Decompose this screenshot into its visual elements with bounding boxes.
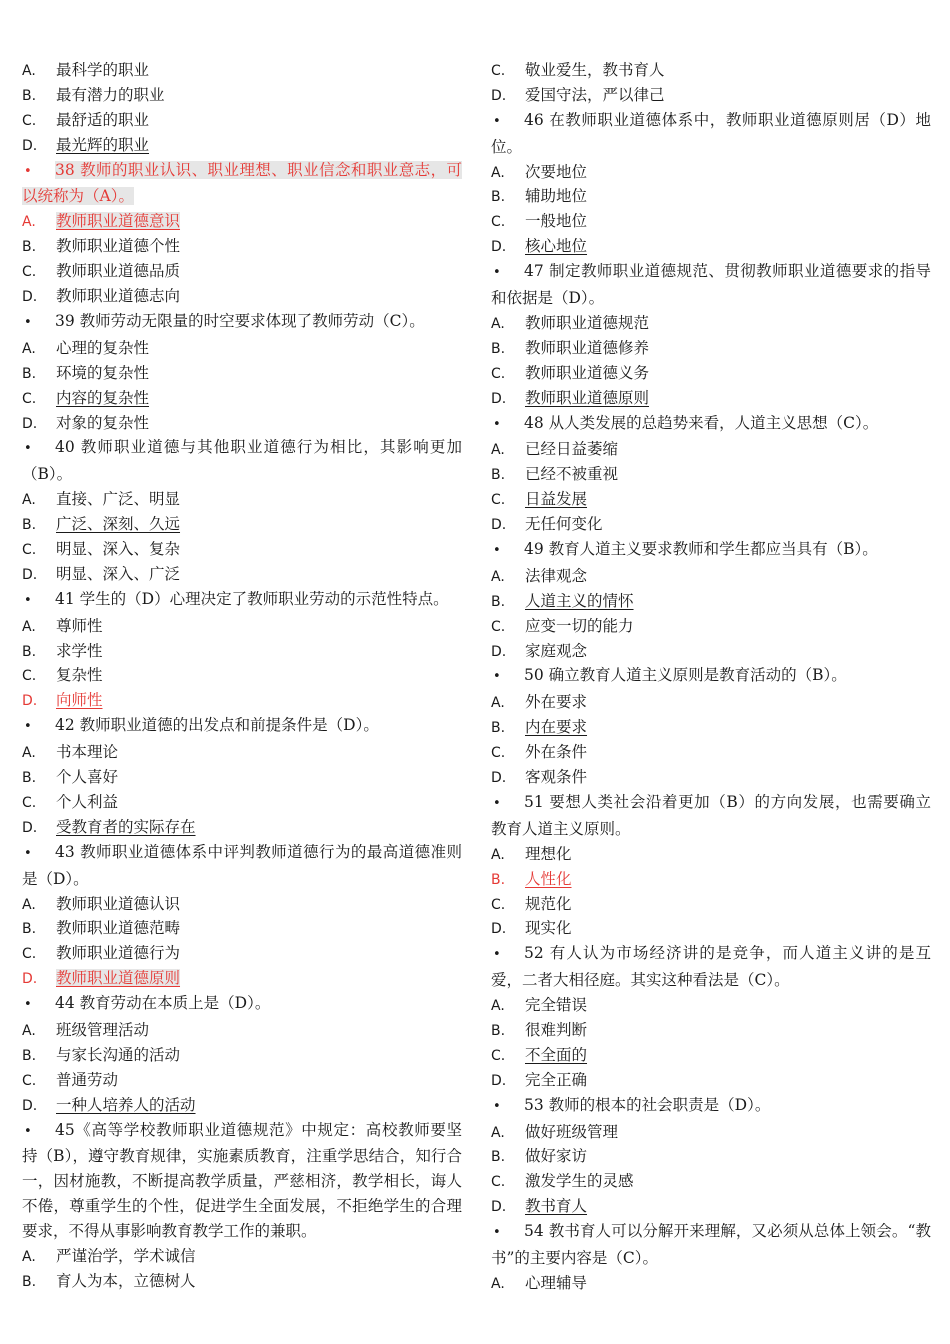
answer-option	[22, 966, 462, 991]
answer-option	[22, 386, 462, 411]
option-letter: D.	[491, 1072, 507, 1089]
option-letter: D.	[22, 819, 38, 836]
answer-option	[22, 487, 462, 512]
option-text: 环境的复杂性	[56, 363, 150, 382]
question-text	[22, 435, 462, 487]
option-letter: A.	[22, 745, 36, 762]
answer-option	[22, 815, 462, 840]
option-letter: B.	[491, 1149, 506, 1166]
answer-option	[491, 462, 931, 487]
option-letter: B.	[22, 1273, 37, 1290]
bullet-icon: •	[24, 997, 32, 1013]
answer-option	[22, 1068, 462, 1093]
option-letter: A.	[491, 442, 505, 459]
question-body: 45《高等学校教师职业道德规范》中规定：高校教师要坚持（B），遵守教育规律，实施素质教育，注重学思结合，知行合一，因材施教，不断提高教学质量，严慈相济，教学相长，诲人不倦，尊重学生的个性，促进学生全面发展，不拒绝学生的合理要求，不得从事影响教育教学工作的兼职。	[22, 1120, 462, 1241]
question-body: 42 教师职业道德的出发点和前提条件是（D）。	[55, 716, 379, 735]
question-body: 44 教育劳动在本质上是（D）。	[55, 994, 271, 1013]
question-body: 38 教师的职业认识、职业理想、职业信念和职业意志，可以统称为（A）。	[22, 160, 462, 206]
option-text: 规范化	[525, 894, 572, 913]
answer-option	[22, 411, 462, 436]
answer-option	[22, 1043, 462, 1068]
option-text: 人道主义的情怀	[525, 591, 634, 610]
answer-option	[22, 108, 462, 133]
option-text: 向师性	[56, 691, 103, 710]
option-letter: A.	[22, 63, 36, 79]
option-letter: C.	[491, 1174, 506, 1191]
question-text	[22, 840, 462, 892]
option-text: 内在要求	[525, 718, 588, 737]
answer-option	[22, 941, 462, 966]
question-text	[491, 108, 931, 160]
option-text: 客观条件	[525, 768, 588, 787]
option-letter: D.	[22, 971, 38, 988]
option-text: 严谨治学，学术诚信	[56, 1247, 196, 1266]
answer-option	[22, 562, 462, 587]
option-letter: A.	[491, 998, 505, 1015]
option-text: 教师职业道德认识	[56, 894, 181, 913]
option-text: 爱国守法，严以律己	[525, 85, 665, 104]
option-text: 核心地位	[525, 237, 588, 256]
answer-option	[22, 284, 462, 309]
option-letter: D.	[491, 390, 507, 407]
answer-option	[22, 537, 462, 562]
question-body: 53 教师的根本的社会职责是（D）。	[524, 1095, 771, 1114]
option-letter: A.	[22, 896, 36, 913]
option-letter: C.	[22, 794, 37, 811]
answer-option	[491, 740, 931, 765]
answer-option	[491, 234, 931, 259]
option-text: 明显、深入、广泛	[56, 564, 181, 583]
answer-option	[22, 1244, 462, 1269]
answer-option	[22, 916, 462, 941]
option-text: 育人为本，立德树人	[56, 1271, 196, 1290]
option-text: 法律观念	[525, 566, 588, 585]
answer-option	[491, 916, 931, 941]
option-text: 教师职业道德志向	[56, 287, 181, 306]
answer-option	[22, 1093, 462, 1118]
answer-option	[491, 1043, 931, 1068]
option-text: 教师职业道德品质	[56, 262, 181, 281]
option-text: 求学性	[56, 641, 103, 660]
option-text: 受教育者的实际存在	[56, 817, 196, 836]
option-letter: A.	[491, 315, 505, 332]
answer-option	[22, 688, 462, 713]
answer-option	[491, 184, 931, 209]
option-letter: A.	[491, 164, 505, 181]
question-text	[491, 790, 931, 842]
option-text: 最舒适的职业	[56, 110, 150, 129]
question-body: 43 教师职业道德体系中评判教师道德行为的最高道德准则是（D）。	[22, 842, 462, 888]
option-text: 敬业爱生，教书育人	[525, 61, 665, 79]
answer-option	[491, 58, 931, 83]
bullet-icon: •	[493, 113, 501, 129]
answer-option	[491, 1271, 931, 1296]
question-body: 39 教师劳动无限量的时空要求体现了教师劳动（C）。	[55, 311, 425, 330]
question-text	[22, 309, 462, 336]
question-body: 52 有人认为市场经济讲的是竞争，而人道主义讲的是互爱，二者大相径庭。其实这种看法是（C）。	[491, 944, 931, 990]
answer-option	[491, 993, 931, 1018]
option-letter: A.	[22, 1023, 36, 1039]
option-letter: A.	[22, 214, 36, 231]
question-body: 50 确立教育人道主义原则是教育活动的（B）。	[524, 666, 847, 685]
option-text: 一种人培养人的活动	[56, 1095, 196, 1114]
option-text: 明显、深入、复杂	[56, 540, 181, 558]
option-text: 普通劳动	[56, 1070, 119, 1089]
answer-option	[22, 614, 462, 639]
option-letter: C.	[491, 618, 506, 635]
bullet-icon: •	[493, 543, 501, 558]
option-letter: A.	[491, 568, 505, 585]
option-text: 复杂性	[56, 666, 103, 685]
bullet-icon: •	[493, 265, 501, 281]
option-letter: C.	[22, 264, 37, 281]
answer-option	[491, 311, 931, 336]
bullet-icon: •	[24, 1123, 32, 1139]
option-letter: B.	[22, 365, 37, 382]
option-letter: B.	[491, 467, 506, 484]
option-text: 个人利益	[56, 792, 119, 811]
question-text	[22, 713, 462, 740]
answer-option	[491, 1144, 931, 1169]
answer-option	[491, 512, 931, 537]
option-letter: C.	[491, 492, 506, 509]
option-letter: D.	[22, 137, 38, 154]
option-text: 心理辅导	[525, 1273, 588, 1292]
question-body: 40 教师职业道德与其他职业道德行为相比，其影响更加（B）。	[22, 438, 462, 484]
question-body: 48 从人类发展的总趋势来看，人道主义思想（C）。	[524, 413, 879, 432]
option-text: 外在要求	[525, 693, 588, 712]
answer-option	[491, 336, 931, 361]
answer-option	[491, 589, 931, 614]
option-letter: B.	[491, 189, 506, 206]
answer-option	[22, 512, 462, 537]
bullet-icon: •	[24, 845, 32, 861]
question-body: 46 在教师职业道德体系中，教师职业道德原则居（D）地位。	[491, 110, 931, 156]
option-letter: C.	[22, 1072, 37, 1089]
option-text: 现实化	[525, 919, 572, 938]
option-letter: C.	[491, 896, 506, 913]
option-letter: A.	[491, 846, 505, 863]
option-letter: B.	[491, 720, 506, 737]
answer-option	[491, 639, 931, 664]
answer-option	[491, 715, 931, 740]
answer-option	[491, 614, 931, 639]
option-text: 教师职业道德义务	[525, 363, 650, 382]
option-letter: A.	[22, 492, 36, 509]
bullet-icon: •	[24, 592, 32, 608]
question-text	[22, 991, 462, 1018]
bullet-icon: •	[493, 416, 501, 432]
answer-option	[491, 690, 931, 715]
answer-option	[491, 1120, 931, 1145]
option-text: 教师职业道德修养	[525, 338, 650, 357]
question-body: 41 学生的（D）心理决定了教师职业劳动的示范性特点。	[55, 589, 449, 608]
option-letter: D.	[22, 415, 38, 432]
answer-option	[491, 1068, 931, 1093]
answer-option	[22, 336, 462, 361]
bullet-icon: •	[24, 719, 32, 735]
option-letter: B.	[491, 1023, 506, 1040]
bullet-icon: •	[493, 947, 501, 963]
option-letter: B.	[22, 1047, 37, 1064]
option-letter: D.	[491, 643, 507, 660]
answer-option	[22, 639, 462, 664]
answer-option	[491, 361, 931, 386]
answer-option	[22, 790, 462, 815]
question-text	[491, 259, 931, 311]
option-letter: B.	[22, 87, 37, 104]
question-body: 51 要想人类社会沿着更加（B）的方向发展，也需要确立教育人道主义原则。	[491, 792, 931, 838]
option-text: 最科学的职业	[56, 61, 150, 79]
option-text: 直接、广泛、明显	[56, 490, 181, 509]
option-text: 辅助地位	[525, 187, 588, 206]
option-letter: C.	[491, 63, 506, 79]
option-letter: D.	[491, 87, 507, 104]
option-text: 教师职业道德原则	[56, 969, 181, 988]
option-letter: B.	[22, 643, 37, 660]
answer-option	[22, 1269, 462, 1294]
option-text: 已经不被重视	[525, 465, 619, 484]
answer-option	[491, 1194, 931, 1219]
option-letter: A.	[491, 1124, 505, 1141]
option-text: 做好班级管理	[525, 1122, 619, 1141]
answer-option	[491, 487, 931, 512]
option-text: 无任何变化	[525, 515, 603, 534]
right-column	[491, 58, 931, 1296]
question-body: 54 教书育人可以分解开来理解，又必须从总体上领会。“教书”的主要内容是（C）。	[491, 1222, 931, 1268]
question-text	[491, 537, 931, 564]
option-letter: C.	[491, 365, 506, 382]
answer-option	[491, 564, 931, 589]
option-letter: B.	[491, 871, 506, 888]
question-text	[22, 158, 462, 210]
option-letter: B.	[491, 593, 506, 610]
option-text: 内容的复杂性	[56, 388, 150, 407]
answer-option	[22, 740, 462, 765]
option-text: 对象的复杂性	[56, 413, 150, 432]
option-letter: D.	[22, 566, 38, 583]
option-letter: C.	[22, 946, 37, 963]
answer-option	[22, 1018, 462, 1043]
answer-option	[491, 386, 931, 411]
option-letter: A.	[22, 1249, 36, 1266]
option-text: 心理的复杂性	[56, 338, 150, 357]
question-text	[491, 1093, 931, 1120]
answer-option	[22, 259, 462, 284]
option-text: 不全面的	[525, 1045, 588, 1064]
answer-option	[491, 1018, 931, 1043]
option-text: 教师职业道德意识	[56, 212, 181, 231]
question-text	[491, 1219, 931, 1271]
option-letter: A.	[22, 618, 36, 635]
option-text: 尊师性	[56, 616, 103, 635]
option-text: 很难判断	[525, 1021, 588, 1040]
option-letter: D.	[491, 239, 507, 256]
option-letter: C.	[22, 390, 37, 407]
option-text: 激发学生的灵感	[525, 1172, 634, 1191]
option-letter: A.	[491, 1275, 505, 1292]
option-text: 广泛、深刻、久远	[56, 515, 181, 534]
option-text: 完全错误	[525, 996, 588, 1015]
answer-option	[491, 1169, 931, 1194]
question-text	[22, 1118, 462, 1245]
option-letter: B.	[22, 921, 37, 938]
option-text: 教师职业道德个性	[56, 237, 181, 256]
bullet-icon: •	[24, 441, 32, 457]
option-text: 与家长沟通的活动	[56, 1045, 181, 1064]
option-letter: D.	[491, 517, 507, 534]
option-letter: B.	[22, 239, 37, 256]
answer-option	[491, 160, 931, 185]
answer-option	[491, 842, 931, 867]
answer-option	[491, 892, 931, 917]
bullet-icon: •	[493, 669, 501, 685]
option-text: 人性化	[525, 869, 572, 888]
option-text: 教师职业道德范畴	[56, 919, 181, 938]
answer-option	[491, 83, 931, 108]
option-letter: A.	[491, 695, 505, 712]
bullet-icon: •	[24, 314, 32, 330]
option-letter: C.	[22, 668, 37, 685]
option-text: 一般地位	[525, 212, 588, 231]
option-text: 最光辉的职业	[56, 135, 150, 154]
option-letter: D.	[22, 289, 38, 306]
answer-option	[491, 437, 931, 462]
option-text: 家庭观念	[525, 641, 588, 660]
question-text	[491, 663, 931, 690]
option-text: 次要地位	[525, 162, 588, 181]
bullet-icon: •	[24, 163, 32, 179]
answer-option	[22, 133, 462, 158]
option-text: 应变一切的能力	[525, 616, 634, 635]
answer-option	[491, 765, 931, 790]
option-text: 最有潜力的职业	[56, 85, 165, 104]
answer-option	[491, 867, 931, 892]
answer-option	[491, 209, 931, 234]
option-letter: C.	[22, 112, 37, 129]
option-letter: B.	[22, 770, 37, 787]
left-column	[22, 58, 462, 1294]
option-text: 外在条件	[525, 743, 588, 762]
answer-option	[22, 892, 462, 917]
option-text: 教师职业道德原则	[525, 388, 650, 407]
option-letter: D.	[22, 1097, 38, 1114]
option-text: 班级管理活动	[56, 1021, 150, 1039]
answer-option	[22, 234, 462, 259]
option-letter: D.	[491, 770, 507, 787]
question-text	[491, 941, 931, 993]
option-letter: C.	[491, 214, 506, 231]
question-body: 49 教育人道主义要求教师和学生都应当具有（B）。	[524, 540, 878, 558]
option-text: 教师职业道德规范	[525, 313, 650, 332]
answer-option	[22, 765, 462, 790]
option-letter: C.	[22, 542, 37, 558]
option-text: 理想化	[525, 844, 572, 863]
option-text: 已经日益萎缩	[525, 440, 619, 459]
option-letter: C.	[491, 745, 506, 762]
option-text: 做好家访	[525, 1147, 588, 1166]
answer-option	[22, 663, 462, 688]
question-text	[491, 411, 931, 438]
option-text: 日益发展	[525, 490, 588, 509]
option-letter: D.	[491, 921, 507, 938]
answer-option	[22, 83, 462, 108]
answer-option	[22, 58, 462, 83]
bullet-icon: •	[493, 1225, 501, 1241]
question-text	[22, 587, 462, 614]
option-letter: D.	[22, 693, 38, 710]
answer-option	[22, 209, 462, 234]
option-letter: C.	[491, 1047, 506, 1064]
question-body: 47 制定教师职业道德规范、贯彻教师职业道德要求的指导和依据是（D）。	[491, 262, 931, 308]
option-letter: B.	[491, 340, 506, 357]
bullet-icon: •	[493, 795, 501, 811]
option-text: 教书育人	[525, 1197, 588, 1216]
option-letter: A.	[22, 340, 36, 357]
bullet-icon: •	[493, 1098, 501, 1114]
option-text: 书本理论	[56, 743, 119, 762]
option-text: 教师职业道德行为	[56, 944, 181, 963]
option-text: 个人喜好	[56, 768, 119, 787]
option-letter: D.	[491, 1199, 507, 1216]
option-letter: B.	[22, 517, 37, 534]
option-text: 完全正确	[525, 1070, 588, 1089]
answer-option	[22, 361, 462, 386]
